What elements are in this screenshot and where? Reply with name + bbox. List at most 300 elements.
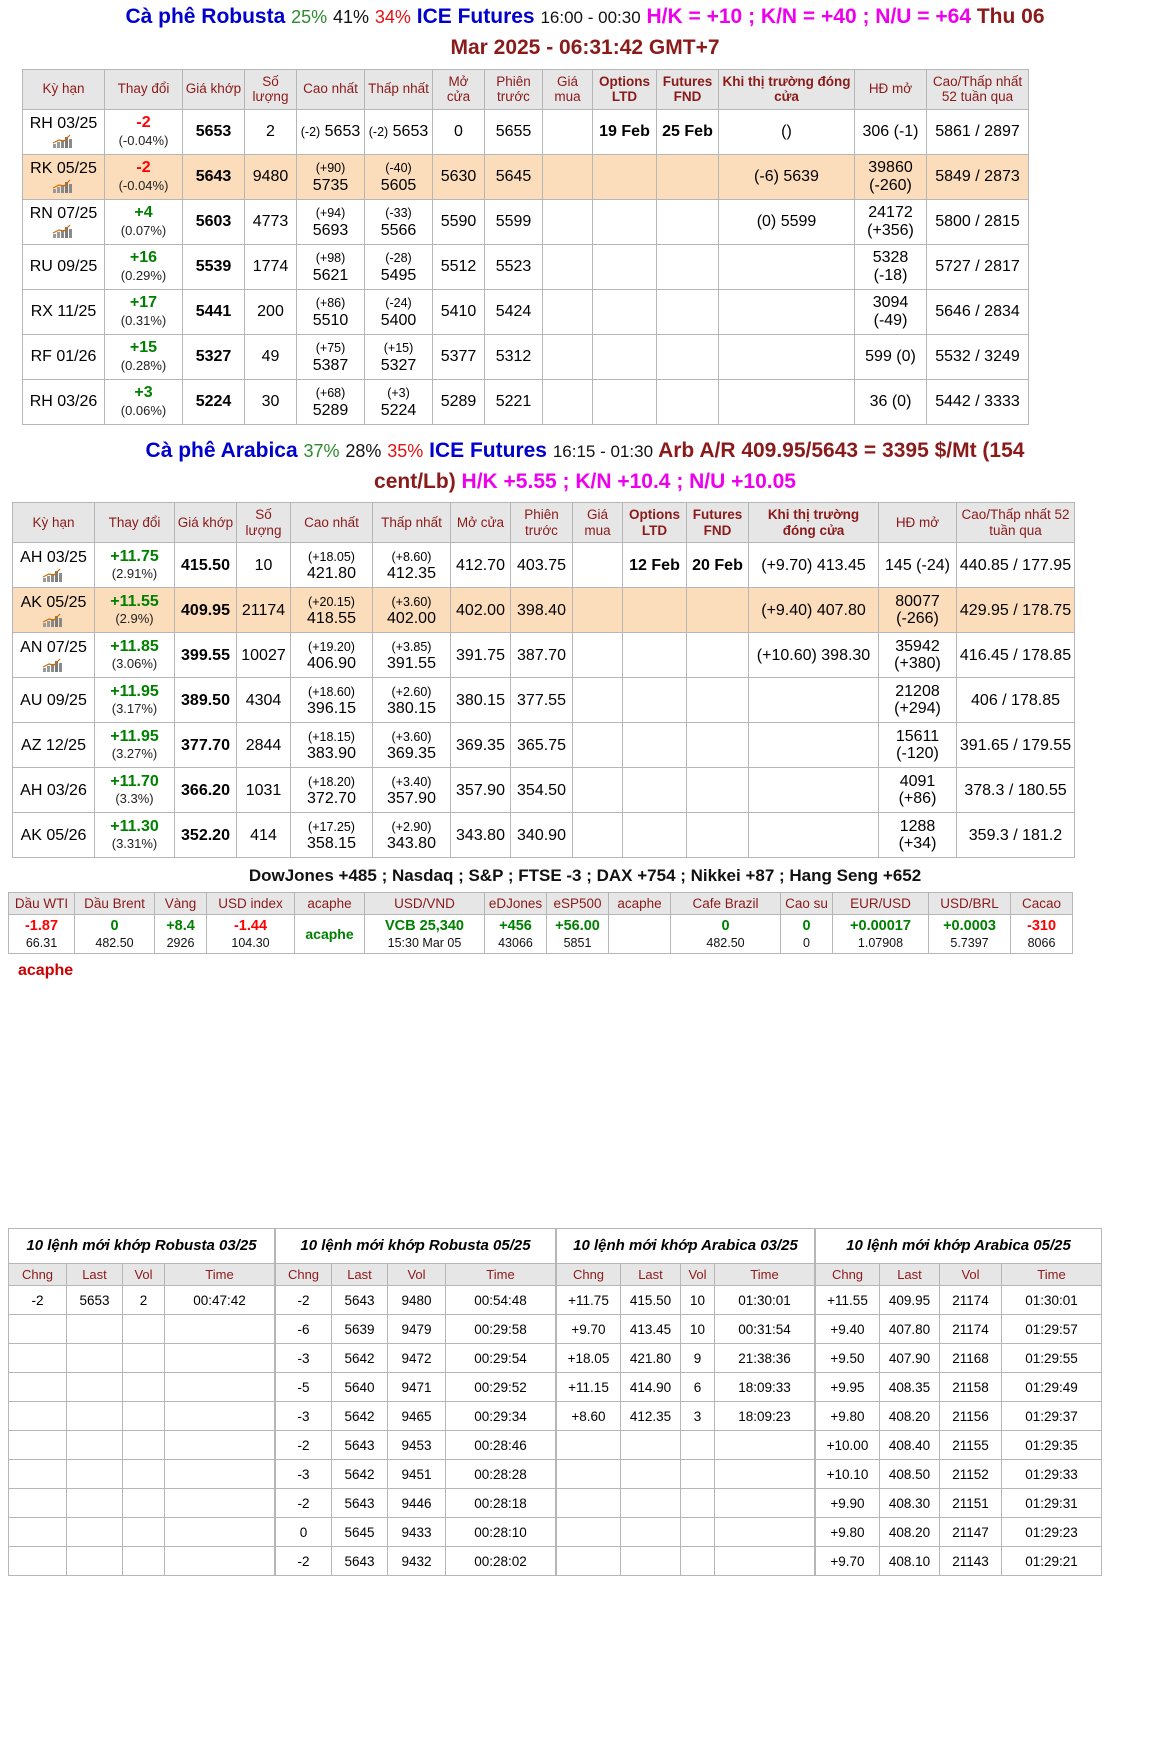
table-cell: (-40) 5605 <box>365 154 433 199</box>
orders-cell <box>681 1518 715 1547</box>
table-cell: 389.50 <box>175 678 237 723</box>
orders-row <box>557 1373 815 1402</box>
mini-chart-icon <box>52 134 76 148</box>
table-cell: (+19.20) 406.90 <box>291 633 373 678</box>
table-cell <box>687 813 749 858</box>
cell-kyhan: AH 03/25 <box>13 543 95 588</box>
table-cell: (+15) 5327 <box>365 334 433 379</box>
table-cell: 4091 (+86) <box>879 768 957 813</box>
orders-cell: 408.35 <box>880 1373 940 1402</box>
orders-row <box>816 1547 1102 1576</box>
indices-cell: 0 482.50 <box>671 915 781 954</box>
table-cell: 378.3 / 180.55 <box>957 768 1075 813</box>
cell-change: -2 (-0.04%) <box>105 154 183 199</box>
orders-cell <box>67 1402 123 1431</box>
table-cell: 5599 <box>485 199 543 244</box>
orders-cell: 21174 <box>940 1286 1002 1315</box>
orders-row <box>276 1460 556 1489</box>
table-cell: 429.95 / 178.75 <box>957 588 1075 633</box>
table-cell: 3094 (-49) <box>855 289 927 334</box>
table-cell: 409.95 <box>175 588 237 633</box>
table-cell: 5532 / 3249 <box>927 334 1029 379</box>
table-row <box>13 813 1075 858</box>
cell-change: -2 (-0.04%) <box>105 109 183 154</box>
orders-cell: 2 <box>123 1286 165 1315</box>
cell-change: +11.55 (2.9%) <box>95 588 175 633</box>
col-hdmo: HĐ mở <box>855 69 927 109</box>
cell-change: +11.95 (3.27%) <box>95 723 175 768</box>
orders-cell: 00:28:28 <box>446 1460 556 1489</box>
orders-cell: +8.60 <box>557 1402 621 1431</box>
col-giamua: Giá mua <box>543 69 593 109</box>
orders-cell: +9.80 <box>816 1402 880 1431</box>
orders-cell <box>681 1547 715 1576</box>
arabica-pct-1: 37% <box>303 440 340 461</box>
orders-cell: 00:29:34 <box>446 1402 556 1431</box>
orders-cell: 5653 <box>67 1286 123 1315</box>
orders-cell: 3 <box>681 1402 715 1431</box>
orders-row <box>816 1460 1102 1489</box>
orders-cell: 01:29:57 <box>1002 1315 1102 1344</box>
col-soluong: Số lượng <box>245 69 297 109</box>
cell-change: +11.75 (2.91%) <box>95 543 175 588</box>
orders-cell: 00:28:46 <box>446 1431 556 1460</box>
orders-col-header: Last <box>880 1264 940 1286</box>
orders-cell: -5 <box>276 1373 332 1402</box>
orders-cell <box>123 1489 165 1518</box>
arabica-hours: 16:15 - 01:30 <box>552 441 654 461</box>
orders-cell <box>715 1431 815 1460</box>
table-cell: 380.15 <box>451 678 511 723</box>
orders-cell: -2 <box>9 1286 67 1315</box>
orders-cell: 00:28:18 <box>446 1489 556 1518</box>
table-cell <box>623 768 687 813</box>
orders-cell: -6 <box>276 1315 332 1344</box>
orders-cell: 01:29:35 <box>1002 1431 1102 1460</box>
cell-change: +16 (0.29%) <box>105 244 183 289</box>
orders-cell <box>9 1518 67 1547</box>
robusta-title-line2 <box>0 31 1170 62</box>
table-cell: (+3.60) 369.35 <box>373 723 451 768</box>
indices-cell: VCB 25,340 15:30 Mar 05 <box>365 915 485 954</box>
table-cell <box>687 588 749 633</box>
orders-cell: 00:31:54 <box>715 1315 815 1344</box>
orders-cell: 01:30:01 <box>1002 1286 1102 1315</box>
col-options-ltd: Options LTD <box>623 503 687 543</box>
robusta-pct-2: 41% <box>333 7 370 27</box>
orders-cell: 18:09:23 <box>715 1402 815 1431</box>
col-kyhan: Kỳ hạn <box>13 503 95 543</box>
table-cell: 0 <box>433 109 485 154</box>
table-cell: 5328 (-18) <box>855 244 927 289</box>
table-cell: (+18.15) 383.90 <box>291 723 373 768</box>
table-cell: () <box>719 109 855 154</box>
orders-cell: 10 <box>681 1315 715 1344</box>
orders-cell <box>9 1315 67 1344</box>
col-hdmo: HĐ mở <box>879 503 957 543</box>
table-cell: 36 (0) <box>855 379 927 424</box>
mini-chart-icon <box>52 179 76 193</box>
orders-col-header: Vol <box>388 1264 446 1286</box>
orders-col-header: Vol <box>123 1264 165 1286</box>
orders-row <box>557 1315 815 1344</box>
table-cell <box>593 379 657 424</box>
robusta-name: Cà phê Robusta <box>125 5 286 28</box>
orders-cell: 01:29:21 <box>1002 1547 1102 1576</box>
table-cell: 21174 <box>237 588 291 633</box>
indices-table <box>8 892 1073 954</box>
cell-kyhan: RK 05/25 <box>23 154 105 199</box>
table-cell <box>749 768 879 813</box>
table-cell: (-24) 5400 <box>365 289 433 334</box>
table-cell: 49 <box>245 334 297 379</box>
table-cell: 402.00 <box>451 588 511 633</box>
orders-row <box>816 1431 1102 1460</box>
cell-change: +17 (0.31%) <box>105 289 183 334</box>
orders-cell <box>681 1460 715 1489</box>
cell-change: +11.85 (3.06%) <box>95 633 175 678</box>
table-cell: 20 Feb <box>687 543 749 588</box>
orders-cell: 00:28:02 <box>446 1547 556 1576</box>
indices-col-header: USD/VND <box>365 893 485 915</box>
orders-cell <box>681 1431 715 1460</box>
table-cell: 377.55 <box>511 678 573 723</box>
orders-cell: 21158 <box>940 1373 1002 1402</box>
orders-row <box>276 1315 556 1344</box>
indices-col-header: acaphe <box>295 893 365 915</box>
table-cell: (+86) 5510 <box>297 289 365 334</box>
table-cell: 5523 <box>485 244 543 289</box>
table-cell: 5603 <box>183 199 245 244</box>
table-cell: 440.85 / 177.95 <box>957 543 1075 588</box>
orders-cell: 21155 <box>940 1431 1002 1460</box>
table-cell <box>623 678 687 723</box>
orders-cell <box>165 1373 275 1402</box>
orders-cell: 5643 <box>332 1286 388 1315</box>
orders-cell <box>715 1489 815 1518</box>
col-mocua: Mở cửa <box>433 69 485 109</box>
table-cell <box>573 768 623 813</box>
orders-cell <box>557 1431 621 1460</box>
orders-col-header: Vol <box>940 1264 1002 1286</box>
orders-cell: +9.50 <box>816 1344 880 1373</box>
orders-cell <box>165 1460 275 1489</box>
orders-cell: 01:29:23 <box>1002 1518 1102 1547</box>
table-cell: (+2.90) 343.80 <box>373 813 451 858</box>
orders-row <box>276 1518 556 1547</box>
orders-cell <box>123 1547 165 1576</box>
orders-block <box>8 1228 275 1576</box>
orders-cell: 412.35 <box>621 1402 681 1431</box>
cell-kyhan: AZ 12/25 <box>13 723 95 768</box>
orders-row <box>276 1344 556 1373</box>
cell-kyhan: RN 07/25 <box>23 199 105 244</box>
table-cell: (0) 5599 <box>719 199 855 244</box>
orders-cell: 408.20 <box>880 1518 940 1547</box>
orders-cell: 01:29:33 <box>1002 1460 1102 1489</box>
table-cell: 5653 <box>183 109 245 154</box>
orders-cell: 21156 <box>940 1402 1002 1431</box>
col-futures-fnd: Futures FND <box>657 69 719 109</box>
orders-cell <box>165 1344 275 1373</box>
table-cell: (-2) 5653 <box>297 109 365 154</box>
col-caothap52: Cao/Thấp nhất 52 tuần qua <box>957 503 1075 543</box>
arabica-name: Cà phê Arabica <box>145 438 298 462</box>
orders-cell <box>621 1431 681 1460</box>
orders-cell: 9433 <box>388 1518 446 1547</box>
orders-cell: 18:09:33 <box>715 1373 815 1402</box>
orders-row <box>276 1286 556 1315</box>
table-cell: (+75) 5387 <box>297 334 365 379</box>
table-cell: (+18.05) 421.80 <box>291 543 373 588</box>
table-cell <box>657 289 719 334</box>
cell-kyhan: RH 03/26 <box>23 379 105 424</box>
table-cell: 306 (-1) <box>855 109 927 154</box>
orders-cell: +18.05 <box>557 1344 621 1373</box>
orders-cell <box>9 1402 67 1431</box>
orders-cell: 01:29:49 <box>1002 1373 1102 1402</box>
table-cell: (+18.20) 372.70 <box>291 768 373 813</box>
table-cell: (+94) 5693 <box>297 199 365 244</box>
table-cell: (+9.40) 407.80 <box>749 588 879 633</box>
robusta-hours: 16:00 - 00:30 <box>540 8 641 27</box>
orders-col-header: Last <box>332 1264 388 1286</box>
arabica-exchange: ICE Futures <box>429 438 547 462</box>
orders-cell <box>621 1518 681 1547</box>
table-cell: 5221 <box>485 379 543 424</box>
table-cell: 415.50 <box>175 543 237 588</box>
orders-cell: 21143 <box>940 1547 1002 1576</box>
orders-cell: 21152 <box>940 1460 1002 1489</box>
orders-cell: +9.70 <box>557 1315 621 1344</box>
table-row <box>23 289 1029 334</box>
orders-cell <box>123 1460 165 1489</box>
world-indices-line: DowJones +485 ; Nasdaq ; S&P ; FTSE -3 ; DAX +754 ; Nikkei +87 ; Hang Seng +652 <box>248 866 922 886</box>
orders-block <box>556 1228 815 1576</box>
mini-chart-icon <box>42 658 66 672</box>
orders-cell <box>557 1547 621 1576</box>
table-cell: 15611 (-120) <box>879 723 957 768</box>
orders-cell: -2 <box>276 1489 332 1518</box>
orders-cell <box>9 1460 67 1489</box>
orders-col-header: Vol <box>681 1264 715 1286</box>
arabica-title <box>0 425 1170 465</box>
col-phientruoc: Phiên trước <box>511 503 573 543</box>
table-cell: (+3.85) 391.55 <box>373 633 451 678</box>
table-cell: 357.90 <box>451 768 511 813</box>
orders-cell <box>123 1431 165 1460</box>
orders-cell <box>67 1373 123 1402</box>
orders-cell: 5645 <box>332 1518 388 1547</box>
orders-row <box>9 1315 275 1344</box>
robusta-pct-3: 34% <box>374 7 411 27</box>
col-kyhan: Kỳ hạn <box>23 69 105 109</box>
indices-cell: +0.0003 5.7397 <box>929 915 1011 954</box>
indices-col-header: Dầu WTI <box>9 893 75 915</box>
orders-cell: 408.50 <box>880 1460 940 1489</box>
orders-row <box>557 1286 815 1315</box>
table-cell: (+3) 5224 <box>365 379 433 424</box>
indices-cell: -310 8066 <box>1011 915 1073 954</box>
orders-cell: 0 <box>276 1518 332 1547</box>
table-row <box>13 588 1075 633</box>
table-cell <box>749 678 879 723</box>
table-cell <box>573 633 623 678</box>
orders-cell: +9.80 <box>816 1518 880 1547</box>
orders-cell: 9453 <box>388 1431 446 1460</box>
orders-row <box>9 1373 275 1402</box>
table-cell <box>687 723 749 768</box>
orders-cell: 00:54:48 <box>446 1286 556 1315</box>
table-cell: 5377 <box>433 334 485 379</box>
arabica-table <box>12 502 1075 858</box>
orders-cell <box>67 1315 123 1344</box>
table-cell: 21208 (+294) <box>879 678 957 723</box>
table-cell: 39860 (-260) <box>855 154 927 199</box>
table-cell <box>687 768 749 813</box>
orders-cell <box>165 1489 275 1518</box>
indices-header-row <box>9 893 1073 915</box>
orders-row <box>557 1547 815 1576</box>
table-cell: (-6) 5639 <box>719 154 855 199</box>
orders-cell: 21151 <box>940 1489 1002 1518</box>
orders-row <box>276 1431 556 1460</box>
table-cell: 359.3 / 181.2 <box>957 813 1075 858</box>
table-cell <box>543 289 593 334</box>
table-cell <box>543 109 593 154</box>
table-cell <box>657 199 719 244</box>
orders-cell <box>165 1547 275 1576</box>
table-cell: 5327 <box>183 334 245 379</box>
table-cell: 5224 <box>183 379 245 424</box>
table-cell <box>623 813 687 858</box>
orders-cell: 21147 <box>940 1518 1002 1547</box>
orders-row <box>9 1518 275 1547</box>
orders-cell <box>621 1547 681 1576</box>
table-row <box>13 768 1075 813</box>
orders-block-title: 10 lệnh mới khớp Robusta 05/25 <box>276 1229 556 1264</box>
table-cell: 406 / 178.85 <box>957 678 1075 723</box>
orders-cell <box>557 1460 621 1489</box>
cell-kyhan: AU 09/25 <box>13 678 95 723</box>
orders-cell: 408.10 <box>880 1547 940 1576</box>
orders-cell <box>715 1518 815 1547</box>
table-row <box>13 678 1075 723</box>
orders-cell <box>9 1547 67 1576</box>
col-caonhat: Cao nhất <box>291 503 373 543</box>
col-caothap52: Cao/Thấp nhất 52 tuần qua <box>927 69 1029 109</box>
table-cell <box>687 678 749 723</box>
orders-block-title: 10 lệnh mới khớp Arabica 03/25 <box>557 1229 815 1264</box>
orders-cell: -2 <box>276 1431 332 1460</box>
orders-cell <box>67 1547 123 1576</box>
orders-cell: 5642 <box>332 1402 388 1431</box>
orders-row <box>557 1431 815 1460</box>
table-cell <box>593 199 657 244</box>
orders-cell: -3 <box>276 1460 332 1489</box>
mini-chart-icon <box>52 224 76 238</box>
indices-col-header: EUR/USD <box>833 893 929 915</box>
table-cell: 5645 <box>485 154 543 199</box>
cell-change: +11.30 (3.31%) <box>95 813 175 858</box>
table-cell: 1774 <box>245 244 297 289</box>
cell-kyhan: RH 03/25 <box>23 109 105 154</box>
table-row <box>23 199 1029 244</box>
orders-cell: +9.70 <box>816 1547 880 1576</box>
mini-chart-icon <box>42 613 66 627</box>
robusta-title <box>0 0 1170 31</box>
indices-cell: +8.4 2926 <box>155 915 207 954</box>
orders-cell: 5639 <box>332 1315 388 1344</box>
table-cell: 352.20 <box>175 813 237 858</box>
orders-cell: 5643 <box>332 1431 388 1460</box>
table-cell: 4304 <box>237 678 291 723</box>
robusta-body <box>23 109 1029 424</box>
table-cell: 5441 <box>183 289 245 334</box>
orders-cell <box>67 1518 123 1547</box>
table-cell: 377.70 <box>175 723 237 768</box>
orders-cell: 00:29:58 <box>446 1315 556 1344</box>
orders-cell: +9.40 <box>816 1315 880 1344</box>
table-cell: (+3.40) 357.90 <box>373 768 451 813</box>
table-cell <box>687 633 749 678</box>
table-cell: 5512 <box>433 244 485 289</box>
arabica-header-row <box>13 503 1075 543</box>
orders-cell: 9479 <box>388 1315 446 1344</box>
robusta-date-1: Thu 06 <box>976 5 1045 28</box>
orders-cell: 408.20 <box>880 1402 940 1431</box>
table-cell <box>573 543 623 588</box>
orders-cell: 21174 <box>940 1315 1002 1344</box>
col-thaydoi: Thay đổi <box>95 503 175 543</box>
orders-col-header: Time <box>446 1264 556 1286</box>
table-row <box>13 723 1075 768</box>
orders-row <box>816 1286 1102 1315</box>
orders-cell: 10 <box>681 1286 715 1315</box>
table-cell: 2 <box>245 109 297 154</box>
table-cell: (+3.60) 402.00 <box>373 588 451 633</box>
table-cell <box>543 334 593 379</box>
cell-change: +15 (0.28%) <box>105 334 183 379</box>
orders-row <box>9 1489 275 1518</box>
orders-cell <box>123 1373 165 1402</box>
indices-col-header: acaphe <box>609 893 671 915</box>
orders-cell: 5643 <box>332 1547 388 1576</box>
indices-col-header: USD index <box>207 893 295 915</box>
table-cell: 5849 / 2873 <box>927 154 1029 199</box>
col-soluong: Số lượng <box>237 503 291 543</box>
arabica-pct-2: 28% <box>345 440 382 461</box>
indices-value-row <box>9 915 1073 954</box>
table-cell: 5590 <box>433 199 485 244</box>
col-phientruoc: Phiên trước <box>485 69 543 109</box>
orders-cell: 01:29:31 <box>1002 1489 1102 1518</box>
table-cell: 391.75 <box>451 633 511 678</box>
table-cell: 10027 <box>237 633 291 678</box>
orders-row <box>557 1460 815 1489</box>
table-cell: (+90) 5735 <box>297 154 365 199</box>
table-cell: 387.70 <box>511 633 573 678</box>
table-cell: 24172 (+356) <box>855 199 927 244</box>
indices-cell <box>609 915 671 954</box>
orders-cell: 414.90 <box>621 1373 681 1402</box>
table-cell <box>573 678 623 723</box>
indices-cell: 0 482.50 <box>75 915 155 954</box>
col-dongcua: Khi thị trường đóng cửa <box>749 503 879 543</box>
orders-cell: -3 <box>276 1344 332 1373</box>
table-cell: (+10.60) 398.30 <box>749 633 879 678</box>
table-cell <box>657 244 719 289</box>
